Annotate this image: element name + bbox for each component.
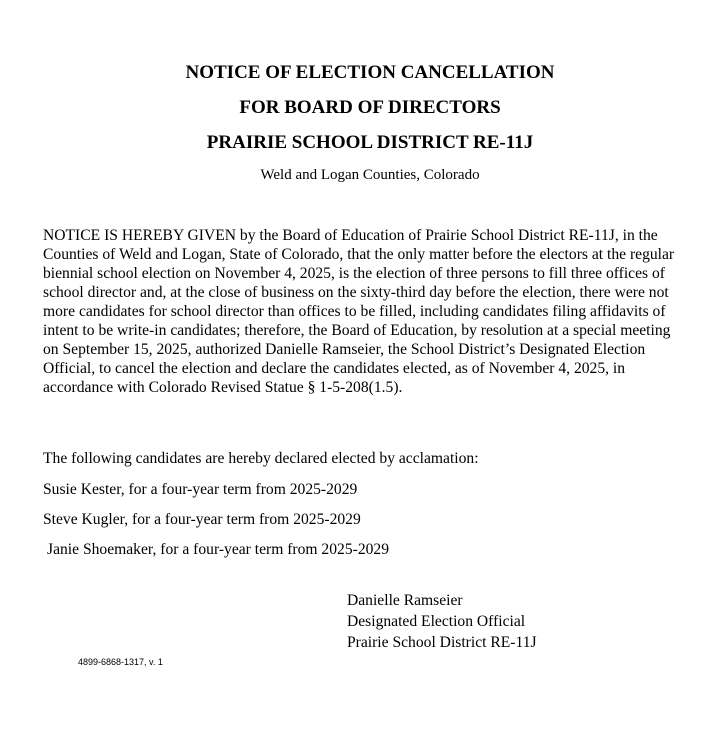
signatory-organization: Prairie School District RE-11J <box>347 634 537 651</box>
signatory-title: Designated Election Official <box>347 613 526 630</box>
notice-body-paragraph: NOTICE IS HEREBY GIVEN by the Board of Education of Prairie School District RE-11J, in the Counties of Weld and Logan, State of Colorado, that the only matter before the electors at the regular biennial school election on November 4, 2025, is the election of three persons to fill three offices of school director and, at the close of business on the sixty-third day before the election, there were not more candidates for school director than offices to be filled, including candidates filing affidavits of intent to be write-in candidates; therefore, the Board of Education, by resolution at a special meeting on September 15, 2025, authorized Danielle Ramseier, the School District’s Designated Election Official, to cancel the election and declare the candidates elected, as of November 4, 2025, in accordance with Colorado Revised Statue § 1-5-208(1.5). <box>43 227 675 396</box>
candidate-line: Janie Shoemaker, for a four-year term from 2025-2029 <box>47 541 390 558</box>
notice-subtitle: Weld and Logan Counties, Colorado <box>260 167 480 183</box>
candidates-intro: The following candidates are hereby declared elected by acclamation: <box>43 450 479 467</box>
document-id: 4899-6868-1317, v. 1 <box>78 657 163 667</box>
notice-title-district: PRAIRIE SCHOOL DISTRICT RE-11J <box>206 132 534 153</box>
signatory-name: Danielle Ramseier <box>347 592 463 609</box>
signature-block <box>347 590 537 653</box>
notice-title-board: FOR BOARD OF DIRECTORS <box>239 97 501 118</box>
notice-title: NOTICE OF ELECTION CANCELLATION <box>185 62 555 83</box>
candidate-line: Susie Kester, for a four-year term from 2025-2029 <box>43 481 358 498</box>
candidate-line: Steve Kugler, for a four-year term from 2025-2029 <box>43 511 361 528</box>
